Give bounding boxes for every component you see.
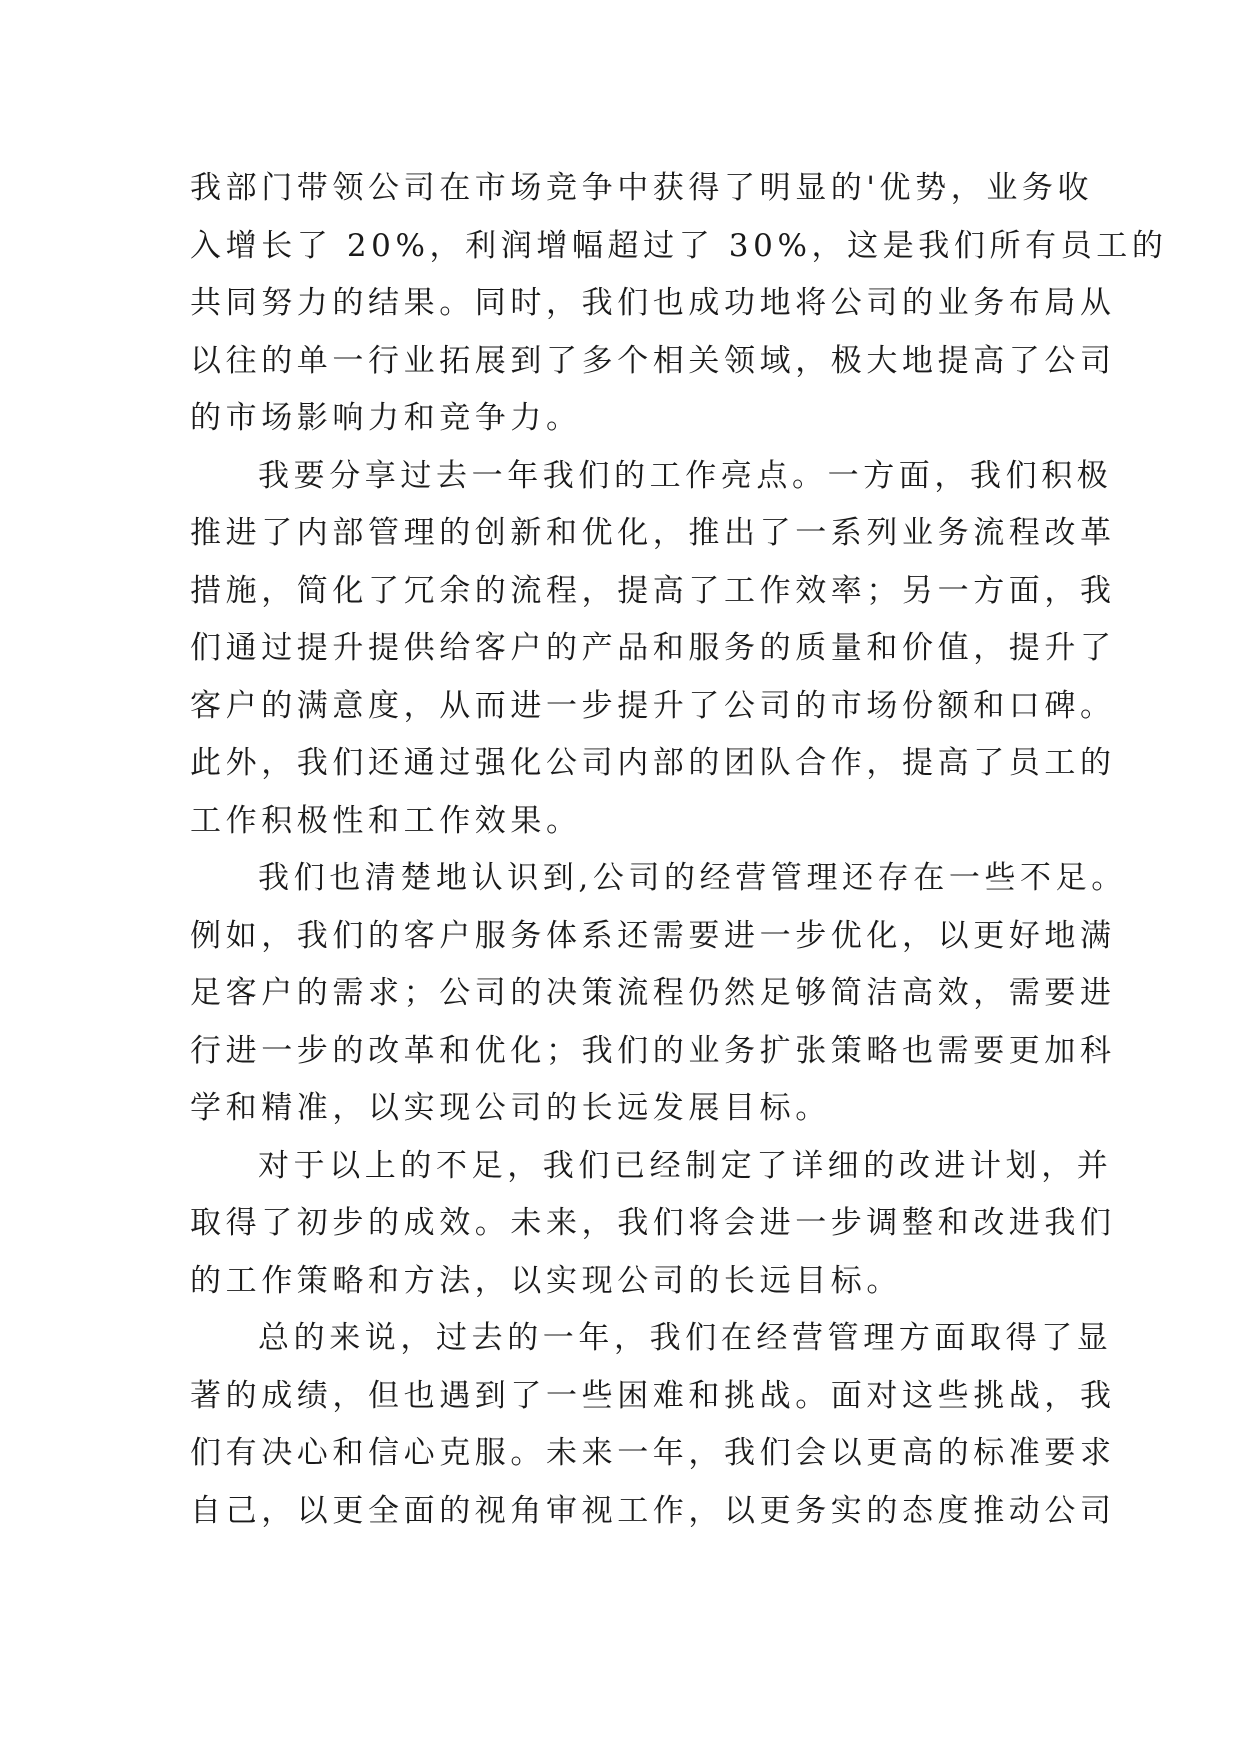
document-body: [190, 160, 1168, 1540]
text-line: 我部门带领公司在市场竞争中获得了明显的'优势，业务收: [190, 170, 1094, 206]
text-line: 推进了内部管理的创新和优化，推出了一系列业务流程改革: [190, 515, 1116, 551]
paragraph-start-line: 我们也清楚地认识到,公司的经营管理还存在一些不足。: [258, 860, 1127, 896]
text-line: 入增长了 20%，利润增幅超过了 30%，这是我们所有员工的: [190, 227, 1168, 264]
text-line: 足客户的需求；公司的决策流程仍然足够简洁高效，需要进: [190, 975, 1116, 1011]
text-line: 以往的单一行业拓展到了多个相关领域，极大地提高了公司: [190, 342, 1116, 379]
text-line: 此外，我们还通过强化公司内部的团队合作，提高了员工的: [190, 745, 1116, 781]
text-line: 们有决心和信心克服。未来一年，我们会以更高的标准要求: [190, 1435, 1116, 1471]
text-line: 自己，以更全面的视角审视工作，以更务实的态度推动公司: [190, 1492, 1116, 1529]
text-line: 的工作策略和方法，以实现公司的长远目标。: [190, 1262, 902, 1299]
paragraph-start-line: 我要分享过去一年我们的工作亮点。一方面，我们积极: [258, 457, 1113, 494]
text-line: 们通过提升提供给客户的产品和服务的质量和价值，提升了: [190, 630, 1116, 666]
text-line: 共同努力的结果。同时，我们也成功地将公司的业务布局从: [190, 285, 1116, 321]
text-line: 行进一步的改革和优化；我们的业务扩张策略也需要更加科: [190, 1032, 1116, 1069]
text-line: 措施，简化了冗余的流程，提高了工作效率；另一方面，我: [190, 572, 1116, 609]
text-line: 取得了初步的成效。未来，我们将会进一步调整和改进我们: [190, 1205, 1116, 1241]
paragraph-start-line: 总的来说，过去的一年，我们在经营管理方面取得了显: [258, 1320, 1113, 1356]
text-line: 例如，我们的客户服务体系还需要进一步优化，以更好地满: [190, 917, 1116, 954]
text-line: 工作积极性和工作效果。: [190, 802, 582, 839]
paragraph-start-line: 对于以上的不足，我们已经制定了详细的改进计划，并: [258, 1147, 1113, 1184]
text-line: 著的成绩，但也遇到了一些困难和挑战。面对这些挑战，我: [190, 1377, 1116, 1414]
text-line: 的市场影响力和竞争力。: [190, 400, 582, 436]
text-line: 学和精准，以实现公司的长远发展目标。: [190, 1090, 831, 1126]
text-line: 客户的满意度，从而进一步提升了公司的市场份额和口碑。: [190, 687, 1116, 724]
